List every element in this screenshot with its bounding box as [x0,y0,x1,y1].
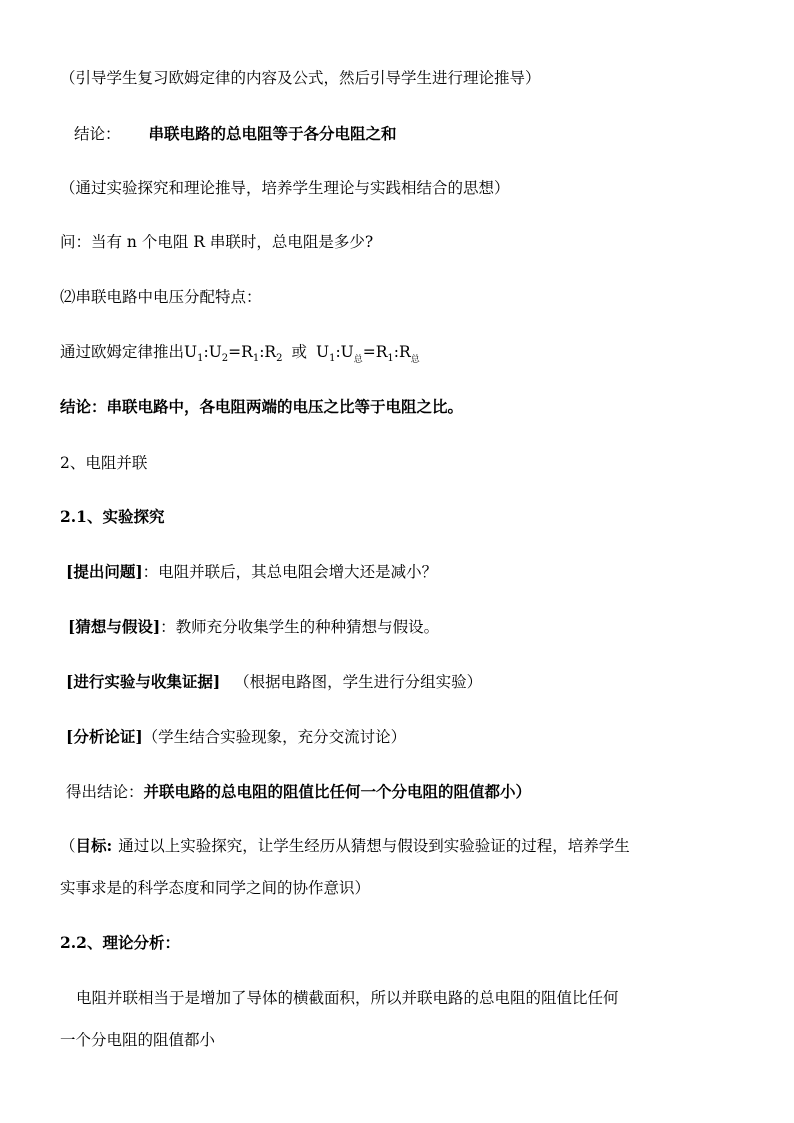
goal-open-paren: （ [60,837,76,855]
step-ask-question [66,562,437,582]
conclusion-text: 串联电路的总电阻等于各分电阻之和 [148,124,397,143]
heading-voltage-distribution: ⑵串联电路中电压分配特点： [60,288,262,306]
formula-symbol: :R [259,343,277,361]
conclusion-series-resistance [74,124,397,144]
formula-symbol: :R [393,343,411,361]
goal-label: 目标: [75,836,113,855]
step-experiment [66,672,482,692]
formula-or: 或 [291,343,307,361]
heading-parallel-resistance: 2、电阻并联 [60,454,148,472]
formula-subscript: 2 [221,353,229,364]
step-text: （学生结合实验现象，充分交流讨论） [142,728,407,746]
paragraph-guide-review: （引导学生复习欧姆定律的内容及公式，然后引导学生进行理论推导） [60,69,541,87]
paragraph-theory: 电阻并联相当于是增加了导体的横截面积，所以并联电路的总电阻的阻值比任何 [76,989,619,1007]
formula-subscript: 1 [252,353,260,364]
formula-subscript: 2 [276,353,283,364]
paragraph-theory-practice: （通过实验探究和理论推导，培养学生理论与实践相结合的思想） [60,179,510,197]
step-label: [分析论证] [66,727,143,746]
conclusion-label: 结论： [74,125,121,143]
step-conclusion [66,782,531,802]
formula-subscript: 1 [329,353,336,364]
step-label: [猜想与假设] [68,617,161,636]
step-text: 并联电路的总电阻的阻值比任何一个分电阻的阻值都小） [143,782,532,801]
goal-text: 通过以上实验探究，让学生经历从猜想与假设到实验验证的过程，培养学生 [118,837,630,855]
formula-subscript: 总 [353,355,363,365]
formula-symbol: U [315,343,330,361]
formula-symbol: :U [335,343,354,361]
step-label: [进行实验与收集证据] [66,672,221,691]
formula-subscript: 1 [197,353,204,364]
paragraph-theory-continued: 一个分电阻的阻值都小 [60,1031,216,1049]
conclusion-voltage-ratio: 结论：串联电路中，各电阻两端的电压之比等于电阻之比。 [60,397,464,416]
step-analysis [66,727,406,747]
formula-prefix: 通过欧姆定律推出 [60,343,185,361]
formula-symbol: =R [362,343,388,361]
formula-symbol: =R [228,343,253,361]
heading-theory-analysis: 2.2、理论分析： [60,933,180,952]
formula-symbol: :U [203,343,222,361]
step-label: [提出问题] [66,562,143,581]
paragraph-goal [60,836,630,856]
step-hypothesis [68,617,439,637]
question-n-resistors: 问：当有 n 个电阻 R 串联时，总电阻是多少? [60,233,374,251]
formula-symbol: U [184,343,198,361]
paragraph-goal-continued: 实事求是的科学态度和同学之间的协作意识） [60,879,371,897]
formula-subscript: 总 [410,355,420,365]
step-label: 得出结论： [66,783,144,801]
formula-voltage-ratio [60,342,420,370]
step-text: ：电阻并联后，其总电阻会增大还是减小？ [142,563,438,581]
formula-subscript: 1 [387,353,394,364]
step-text: （根据电路图，学生进行分组实验） [234,673,483,691]
step-text: ：教师充分收集学生的种种猜想与假设。 [160,618,440,636]
heading-experiment: 2.1、实验探究 [60,507,165,526]
